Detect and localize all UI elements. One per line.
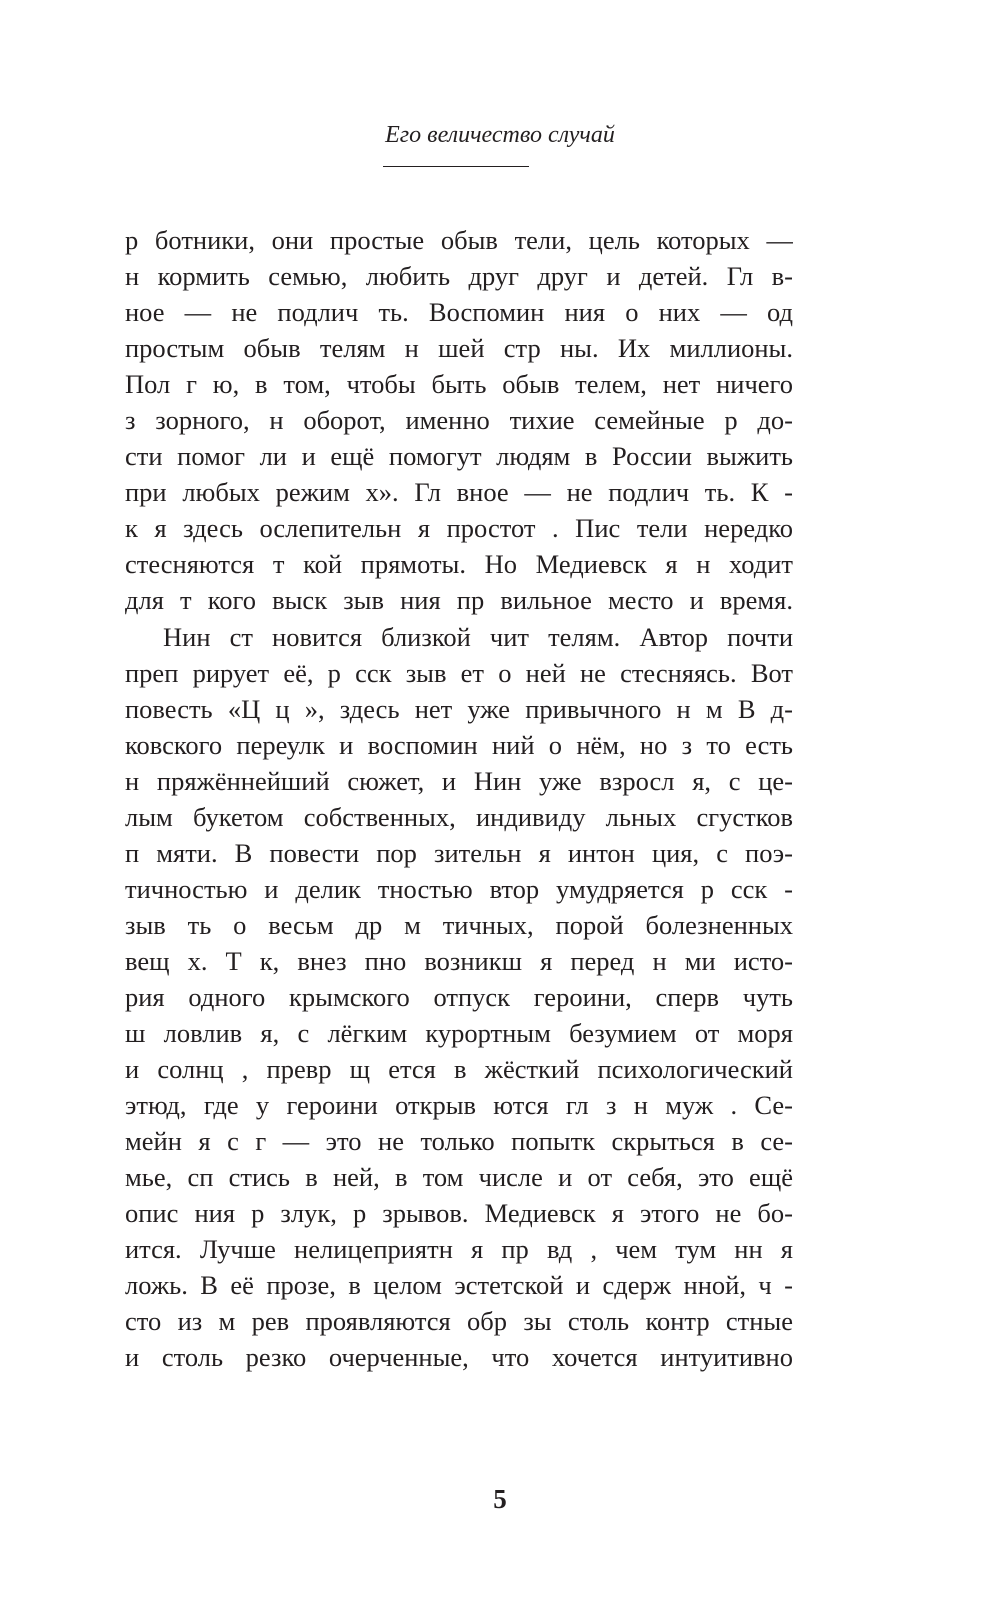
text-line: этюд, где у героини открыв ются гл з н муж . Се-	[125, 1090, 793, 1121]
text-line: р ботники, они простые обыв тели, цель которых —	[125, 225, 793, 255]
text-line: ковского переулк и воспомин ний о нём, но з то есть	[125, 729, 793, 760]
text-line: для т кого выск зыв ния пр вильное место и время.	[125, 585, 793, 616]
text-line: ится. Лучше нелицеприятн я пр вд , чем тум нн я	[125, 1234, 793, 1265]
text-line: и солнц , превр щ ется в жёсткий психологический	[125, 1054, 793, 1085]
text-line: простым обыв телям н шей стр ны. Их миллионы.	[125, 333, 793, 364]
text-line: Пол г ю, в том, чтобы быть обыв телем, нет ничего	[125, 369, 793, 400]
text-line: ш ловлив я, с лёгким курортным безумием от моря	[125, 1018, 793, 1049]
text-line: н пряжённейший сюжет, и Нин уже взросл я, с це-	[125, 765, 793, 796]
header-rule	[383, 166, 529, 167]
paragraph-first-line: Нин ст новится близкой чит телям. Автор почти	[163, 621, 793, 652]
text-line: к я здесь ослепительн я простот . Пис тели нередко	[125, 513, 793, 544]
text-line: мье, сп стись в ней, в том числе и от себя, это ещё	[125, 1162, 793, 1193]
text-line: опис ния р злук, р зрывов. Медиевск я этого не бо-	[125, 1198, 793, 1229]
text-line: сти помог ли и ещё помогут людям в России выжить	[125, 441, 793, 472]
text-line: рия одного крымского отпуск героини, сперв чуть	[125, 981, 793, 1012]
text-line: стесняются т кой прямоты. Но Медиевск я н ходит	[125, 549, 793, 580]
text-line: сто из м рев проявляются обр зы столь контр стные	[125, 1306, 793, 1337]
text-line: ное — не подлич ть. Воспомин ния о них — од	[125, 297, 793, 328]
text-line: п мяти. В повести пор зительн я интон ция, с поэ-	[125, 837, 793, 868]
page-number: 5	[493, 1484, 507, 1514]
text-line: з зорного, н оборот, именно тихие семейные р до-	[125, 405, 793, 436]
running-head-title: Его величество случай	[385, 122, 615, 148]
text-line: лым букетом собственных, индивиду льных сгустков	[125, 801, 793, 832]
text-line: зыв ть о весьм др м тичных, порой болезненных	[125, 909, 793, 940]
text-line: мейн я с г — это не только попытк скрыться в се-	[125, 1126, 793, 1157]
text-line: тичностью и делик тностью втор умудряется р сск -	[125, 873, 793, 904]
text-line: ложь. В её прозе, в целом эстетской и сдерж нной, ч -	[125, 1270, 793, 1301]
text-line: преп рирует её, р сск зыв ет о ней не стесняясь. Вот	[125, 657, 793, 688]
body-text	[125, 222, 793, 1376]
text-line: вещ х. Т к, внез пно возникш я перед н ми исто-	[125, 945, 793, 976]
text-line: и столь резко очерченные, что хочется интуитивно	[125, 1342, 793, 1373]
text-line: н кормить семью, любить друг друг и детей. Гл в-	[125, 261, 793, 292]
text-line: при любых режим х». Гл вное — не подлич ть. К -	[125, 477, 793, 508]
text-line: повесть «Ц ц », здесь нет уже привычного н м В д-	[125, 693, 793, 724]
